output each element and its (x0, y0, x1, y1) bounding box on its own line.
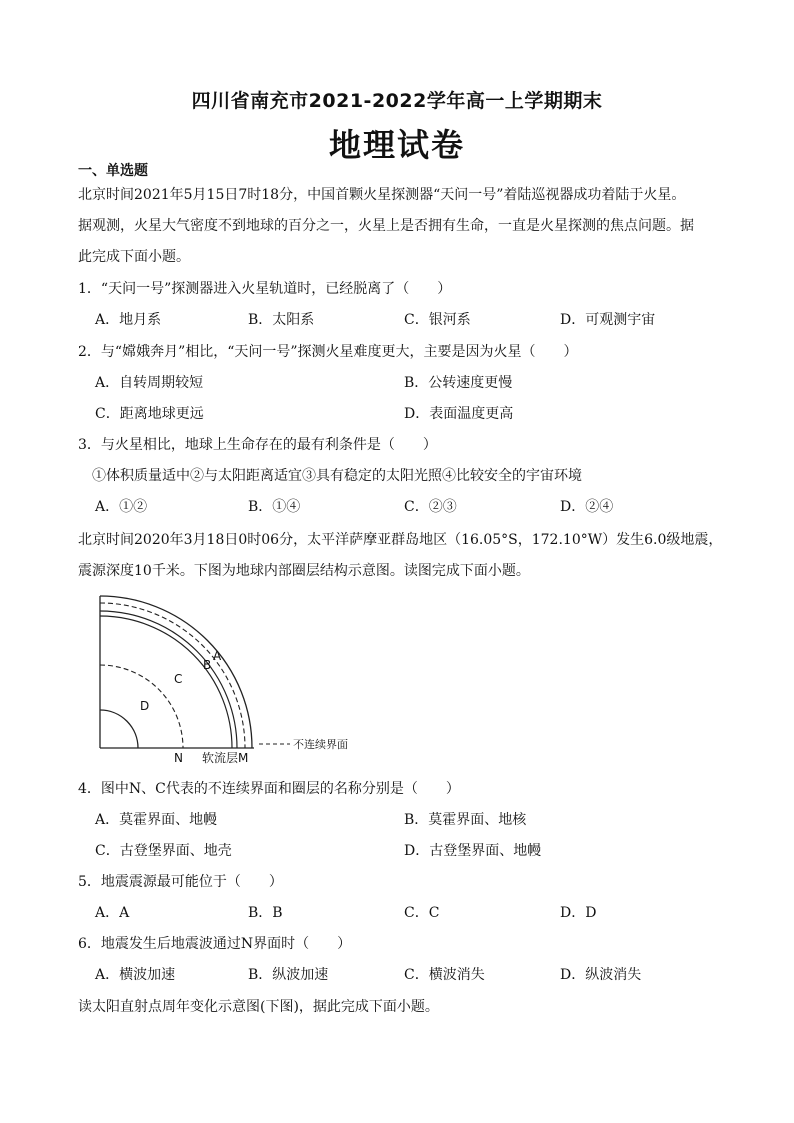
label-c: C (174, 672, 183, 686)
q4-stem: 4．图中N、C代表的不连续界面和圈层的名称分别是（ ） (78, 781, 460, 797)
q3-statements: ①体积质量适中②与太阳距离适宜③具有稳定的太阳光照④比较安全的宇宙环境 (92, 468, 582, 484)
q3-option-d[interactable]: D．②④ (560, 499, 614, 515)
q3-option-b[interactable]: B．①④ (248, 499, 301, 515)
q6-option-d[interactable]: D．纵波消失 (560, 967, 642, 983)
passage1-line1: 北京时间2021年5月15日7时18分，中国首颗火星探测器“天问一号”着陆巡视器成功着陆于火星。 (78, 187, 686, 203)
q5-option-c[interactable]: C．C (404, 905, 440, 921)
inner-core-arc (100, 710, 138, 748)
label-m-asthenosphere: 软流层M (202, 751, 249, 765)
label-n: N (174, 751, 183, 765)
label-b: B (203, 658, 212, 672)
earth-interior-diagram (92, 592, 372, 767)
asthenosphere-top-arc (100, 611, 237, 748)
q2-stem: 2．与“嫦娥奔月”相比，“天问一号”探测火星难度更大，主要是因为火星（ ） (78, 344, 578, 360)
moho-boundary-arc (100, 603, 245, 748)
asthenosphere-bottom-arc (100, 616, 232, 748)
q1-stem: 1．“天问一号”探测器进入火星轨道时，已经脱离了（ ） (78, 281, 452, 297)
q6-option-c[interactable]: C．横波消失 (404, 967, 485, 983)
q6-option-a[interactable]: A．横波加速 (95, 967, 176, 983)
q3-option-c[interactable]: C．②③ (404, 499, 457, 515)
legend-label: 不连续界面 (293, 738, 348, 751)
q5-option-d[interactable]: D．D (560, 905, 597, 921)
q4-option-c[interactable]: C．古登堡界面、地壳 (95, 843, 232, 859)
q1-option-b[interactable]: B．太阳系 (248, 312, 315, 328)
label-a: A (213, 649, 222, 663)
q4-option-d[interactable]: D．古登堡界面、地幔 (404, 843, 542, 859)
q1-option-a[interactable]: A．地月系 (95, 312, 162, 328)
passage3-line1: 读太阳直射点周年变化示意图(下图)，据此完成下面小题。 (78, 999, 439, 1015)
passage2-line1: 北京时间2020年3月18日0时06分，太平洋萨摩亚群岛地区（16.05°S，172.10°W）发生6.0级地震， (78, 532, 723, 548)
exam-title: 四川省南充市2021-2022学年高一上学期期末 (191, 90, 603, 112)
passage1-line3: 此完成下面小题。 (78, 249, 190, 265)
q5-stem: 5．地震震源最可能位于（ ） (78, 874, 283, 890)
q5-option-a[interactable]: A．A (95, 905, 130, 921)
q2-option-b[interactable]: B．公转速度更慢 (404, 375, 513, 391)
q2-option-d[interactable]: D．表面温度更高 (404, 406, 514, 422)
q6-option-b[interactable]: B．纵波加速 (248, 967, 329, 983)
q6-stem: 6．地震发生后地震波通过N界面时（ ） (78, 936, 352, 952)
label-d: D (140, 699, 150, 713)
q3-option-a[interactable]: A．①② (95, 499, 148, 515)
q4-option-b[interactable]: B．莫霍界面、地核 (404, 812, 527, 828)
q4-option-a[interactable]: A．莫霍界面、地幔 (95, 812, 218, 828)
section-heading: 一、单选题 (78, 163, 148, 179)
passage1-line2: 据观测，火星大气密度不到地球的百分之一，火星上是否拥有生命，一直是火星探测的焦点问题。据 (78, 218, 694, 234)
q1-option-c[interactable]: C．银河系 (404, 312, 471, 328)
exam-subtitle: 地理试卷 (328, 126, 465, 164)
q3-stem: 3．与火星相比，地球上生命存在的最有利条件是（ ） (78, 437, 437, 453)
q1-option-d[interactable]: D．可观测宇宙 (560, 312, 656, 328)
q2-option-c[interactable]: C．距离地球更远 (95, 406, 204, 422)
passage2-line2: 震源深度10千米。下图为地球内部圈层结构示意图。读图完成下面小题。 (78, 563, 530, 579)
q5-option-b[interactable]: B．B (248, 905, 283, 921)
q2-option-a[interactable]: A．自转周期较短 (95, 375, 204, 391)
